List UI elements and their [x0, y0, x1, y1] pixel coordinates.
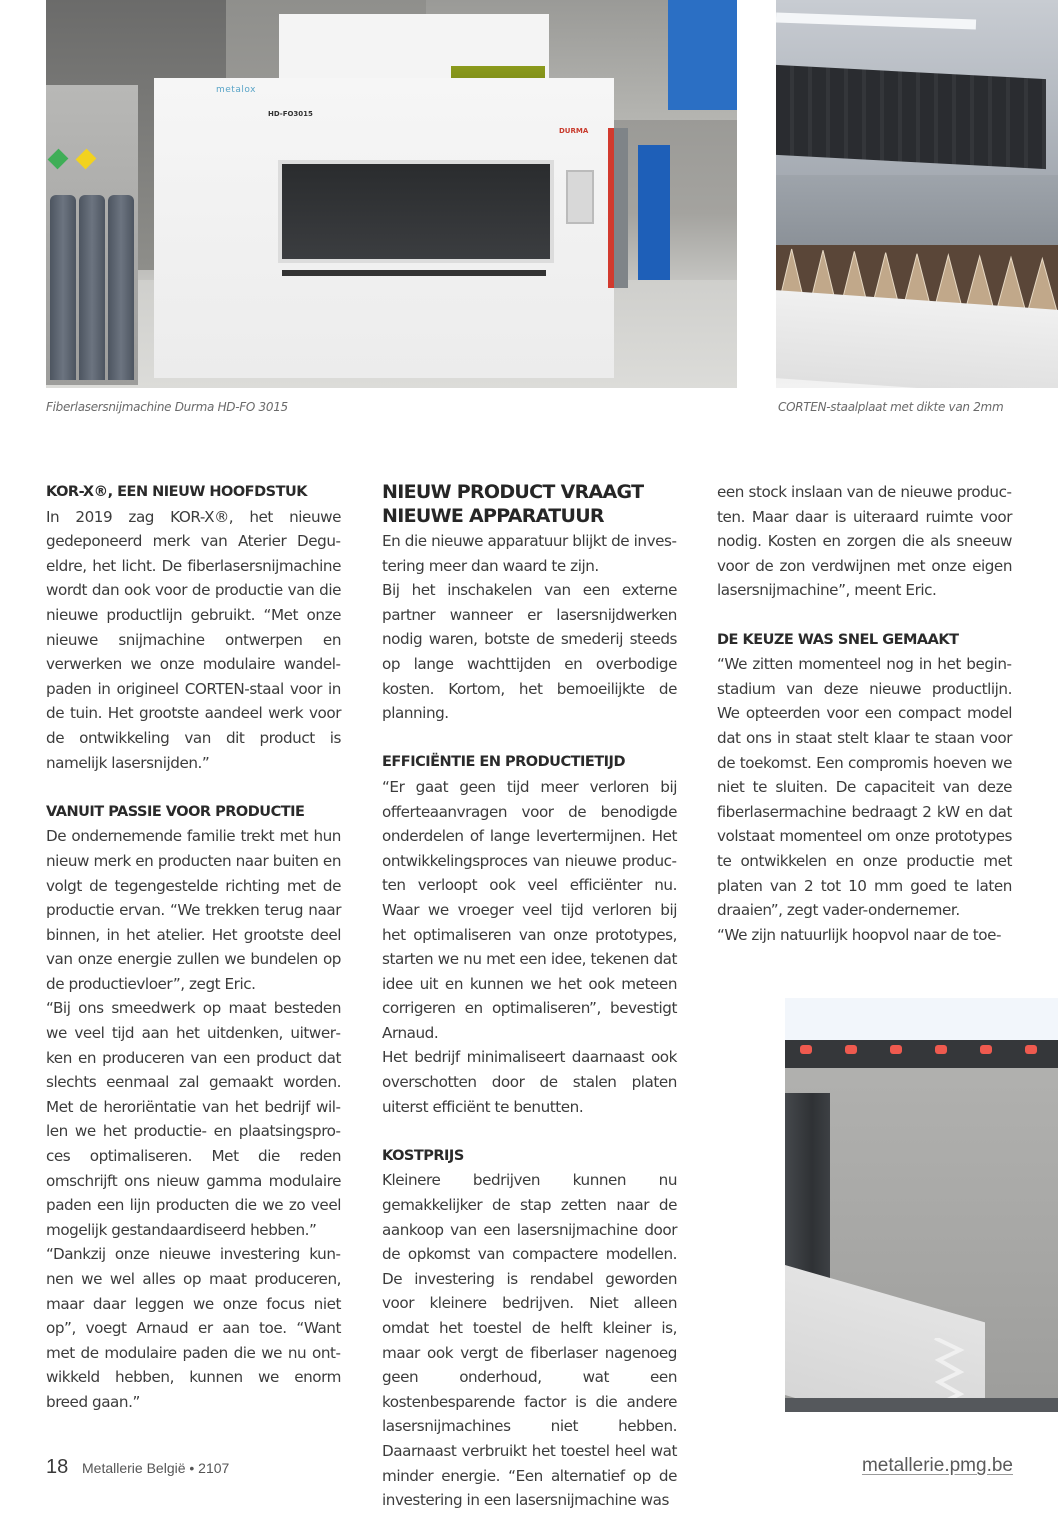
section-subheading: EFFICIËNTIE EN PRODUCTIETIJD [382, 754, 625, 771]
photo-chain-marker [800, 1045, 812, 1054]
photo-chain-marker [935, 1045, 947, 1054]
photo-laser-machine [46, 0, 737, 388]
body-paragraph: “We zijn natuurlijk hoopvol naar de toe- [717, 925, 1002, 944]
photo-chain-marker [980, 1045, 992, 1054]
section-subheading: KOSTPRIJS [382, 1147, 464, 1164]
body-paragraph: “Er gaat geen tijd meer verloren bij offerteaanvragen voor de benodigde onderdelen of lange levertermijnen. Het ontwikkelingsproces van nieuwe producten verloopt ook veel efficiënter nu. Waar we vroeger veel tijd verloren bij het optimaliseren van onze prototypes, starten we nu met een idee, tekenen dat idee uit en kunnen we het ook meteen corrigeren en optimaliseren”, bevestigt Arnaud. [382, 777, 677, 1042]
photo-control-panel [566, 170, 594, 224]
machine-maker-label: DURMA [559, 127, 589, 135]
section-subheading: DE KEUZE WAS SNEL GEMAAKT [717, 631, 959, 648]
machine-model-label: HD-FO3015 [268, 110, 313, 118]
photo-gas-cylinder [108, 195, 134, 380]
photo-gas-cylinder [50, 195, 76, 380]
paragraph-spacer [46, 775, 341, 800]
article-column-1 [46, 480, 341, 1415]
photo-blue-panel [668, 0, 737, 110]
magazine-issue: Metallerie België • 2107 [82, 1460, 230, 1476]
body-paragraph: Bij het inschakelen van een externe partner wanneer er lasersnijdwerken nodig waren, botste de smederij steeds op lange wachttijden en overbodige kosten. Kortom, het bemoeilijkte de planning. [382, 581, 677, 723]
article-column-3 [717, 480, 1012, 947]
article-column-2 [382, 480, 677, 1513]
section-subheading: VANUIT PASSIE VOOR PRODUCTIE [46, 803, 305, 820]
body-paragraph: De ondernemende familie trekt met hun nieuw merk en producten naar buiten en volgt de tegengestelde richting met de productie ervan. “We trekken terug naar binnen, in het atelier. Het grootste deel van onze energie zullen we bundelen op de productievloer”, zegt Eric. [46, 827, 341, 993]
section-heading: NIEUW PRODUCT VRAAGT NIEUWE APPARATUUR [382, 481, 644, 527]
photo-chain-marker [890, 1045, 902, 1054]
photo-cable-chain [776, 65, 1046, 169]
body-paragraph: “We zitten momenteel nog in het beginstadium van deze nieuwe productlijn. We opteerden voor een compact model dat ons in staat stelt klaar te staan voor de toekomst. Een compromis hoeven we niet te sluiten. De capaciteit van deze fiberlasermachine bedraagt 2 kW en dat volstaat momenteel om onze prototypes te ontwikkelen en onze productie met platen van 2 tot 10 mm goed te laten draaien”, zegt vader-ondernemer. [717, 655, 1012, 920]
page-number: 18 [46, 1456, 69, 1478]
body-paragraph: Kleinere bedrijven kunnen nu gemakkelijker de stap zetten naar de aankoop van een lasersnijmachine door de opkomst van compactere modellen. De investering is rendabel geworden voor kleinere bedrijven. Niet alleen omdat het toestel de helft kleiner is, maar ook vergt de fiberlaser nagenoeg geen onderhoud, wat een kostenbesparende factor is die andere lasersnijmachines niet hebben. Daarnaast verbruikt het toestel heel wat minder energie. “Een alternatief op de investering in een lasersnijmachine was [382, 1171, 677, 1510]
section-subheading: KOR-X®, EEN NIEUW HOOFDSTUK [46, 484, 307, 500]
photo-light-bar [776, 13, 976, 30]
body-paragraph: In 2019 zag KOR-X®, het nieuwe gedeponeerd merk van Aterier Degueldre, het licht. De fiberlasersnijmachine wordt dan ook voor de productie van die nieuwe productlijn gebruikt. “Met onze nieuwe snijmachine ontwerpen en verwerken we onze modulaire wandelpaden in origineel CORTEN-staal voor in de tuin. Het grootste aandeel werk voor de ontwikkeling van dit product is namelijk lasersnijden.” [46, 507, 341, 772]
body-paragraph: Het bedrijf minimaliseert daarnaast ook overschotten door de stalen platen uiterst efficiënt te benutten. [382, 1048, 677, 1116]
body-paragraph: een stock inslaan van de nieuwe producten. Maar daar is uiteraard ruimte voor nodig. Kosten en zorgen die als sneeuw voor de zon verdwijnen met onze eigen lasersnijmachine”, meent Eric. [717, 483, 1012, 600]
photo-dark-post [785, 1093, 830, 1293]
photo-tray [785, 1398, 1058, 1412]
photo-cable-chain [785, 1040, 1058, 1068]
photo-corten-plate [776, 0, 1058, 388]
body-paragraph: “Bij ons smeedwerk op maat besteden we veel tijd aan het uitdenken, uitwerken en produceren van een product dat slechts eenmaal zal gemaakt worden. Met de heroriëntatie van het bedrijf willen we het productie- en plaatsingsproces optimaliseren. Met die reden omschrijft ons nieuw gamma modulaire paden een lijn producten die we zo veel mogelijk gestandaardiseerd hebben.” [46, 999, 341, 1239]
body-paragraph: “Dankzij onze nieuwe investering kunnen we wel alles op maat produceren, maar daar leggen we onze focus niet op”, voegt Arnaud er aan toe. “Want met de modulaire paden die we nu ontwikkeld hebben, kunnen we enorm breed gaan.” [46, 1245, 341, 1411]
caption-machine-photo: Fiberlasersnijmachine Durma HD-FO 3015 [46, 400, 288, 414]
photo-gas-cylinder [79, 195, 105, 380]
photo-machine-side [614, 128, 628, 288]
body-paragraph: En die nieuwe apparatuur blijkt de investering meer dan waard te zijn. [382, 532, 677, 575]
photo-machine-slot [282, 270, 546, 276]
paragraph-spacer [717, 603, 1012, 628]
photo-chain-marker [1025, 1045, 1037, 1054]
caption-plate-photo: CORTEN-staalplaat met dikte van 2mm [778, 400, 1004, 414]
paragraph-spacer [382, 726, 677, 751]
photo-machine-window [278, 160, 554, 263]
photo-steel-plate [776, 175, 1058, 250]
machine-brand-label: metalox [216, 85, 256, 95]
photo-cut-plate [785, 998, 1058, 1412]
photo-chain-marker [845, 1045, 857, 1054]
photo-blue-door [638, 145, 670, 280]
website-link[interactable]: metallerie.pmg.be [861, 1455, 1013, 1476]
paragraph-spacer [382, 1119, 677, 1144]
